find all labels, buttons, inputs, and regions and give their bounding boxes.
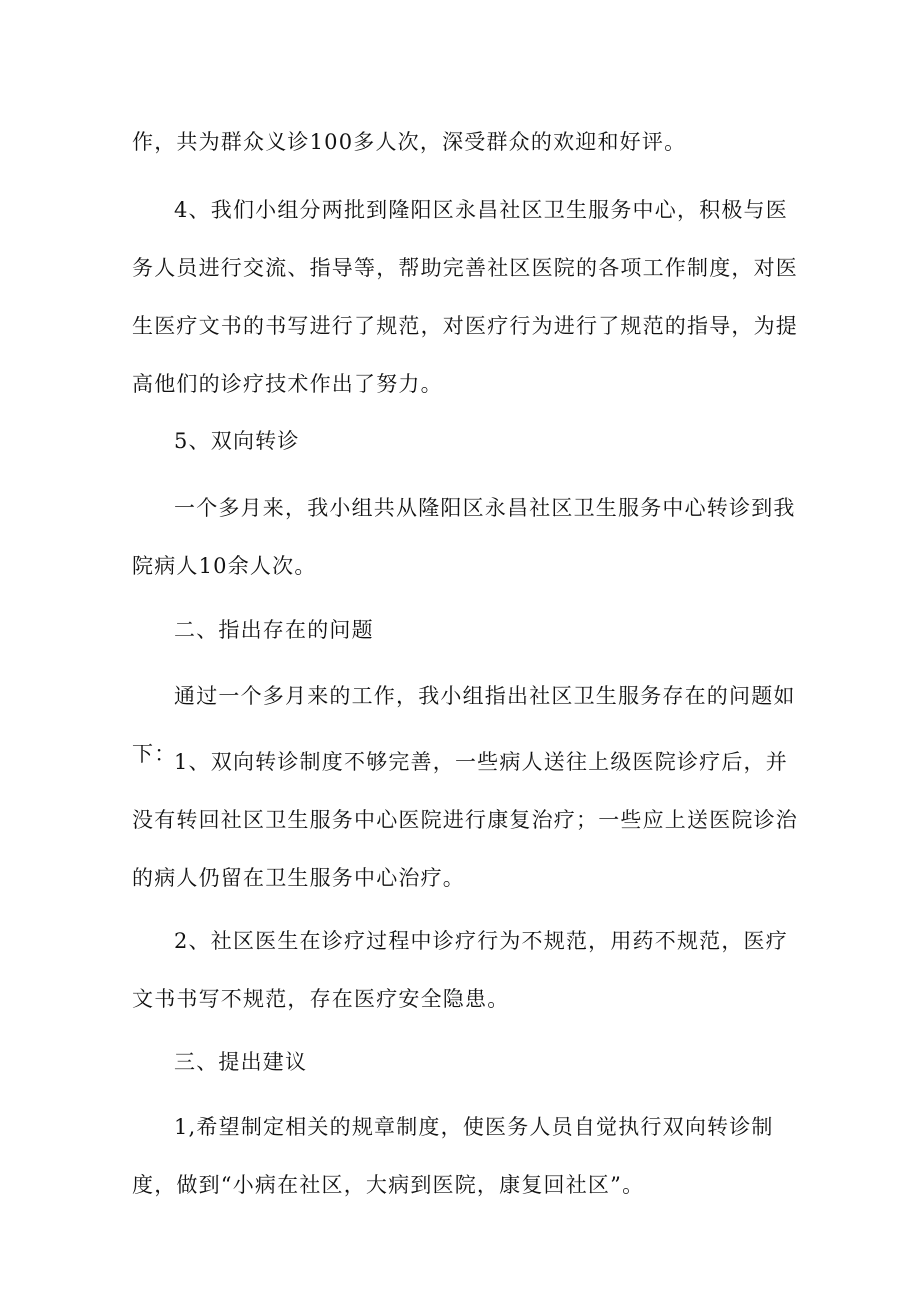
paragraph-problem-2: 2、社区医生在诊疗过程中诊疗行为不规范，用药不规范，医疗文书书写不规范，存在医疗安全隐患。 <box>132 929 788 1011</box>
paragraph-problem-1: 1、双向转诊制度不够完善，一些病人送往上级医院诊疗后，并没有转回社区卫生服务中心医院进行康复治疗；一些应上送医院诊治的病人仍留在卫生服务中心治疗。 <box>132 750 798 890</box>
paragraph-item-5-body: 一个多月来，我小组共从隆阳区永昌社区卫生服务中心转诊到我院病人10余人次。 <box>132 496 796 578</box>
paragraph-section-2-intro: 通过一个多月来的工作，我小组指出社区卫生服务存在的问题如下： <box>132 684 796 766</box>
heading-item-5: 5、双向转诊 <box>174 429 300 453</box>
paragraph-item-4: 4、我们小组分两批到隆阳区永昌社区卫生服务中心，积极与医务人员进行交流、指导等，帮助完善社区医院的各项工作制度，对医生医疗文书的书写进行了规范，对医疗行为进行了规范的指导，为提高他们的诊疗技术作出了努力。 <box>132 198 798 396</box>
heading-section-3: 三、提出建议 <box>174 1050 308 1074</box>
paragraph-suggestion-1: 1,希望制定相关的规章制度，使医务人员自觉执行双向转诊制度，做到“小病在社区，大病到医院，康复回社区”。 <box>132 1115 774 1197</box>
heading-section-2: 二、指出存在的问题 <box>174 618 374 642</box>
paragraph-continuation: 作，共为群众义诊100多人次，深受群众的欢迎和好评。 <box>132 130 687 154</box>
